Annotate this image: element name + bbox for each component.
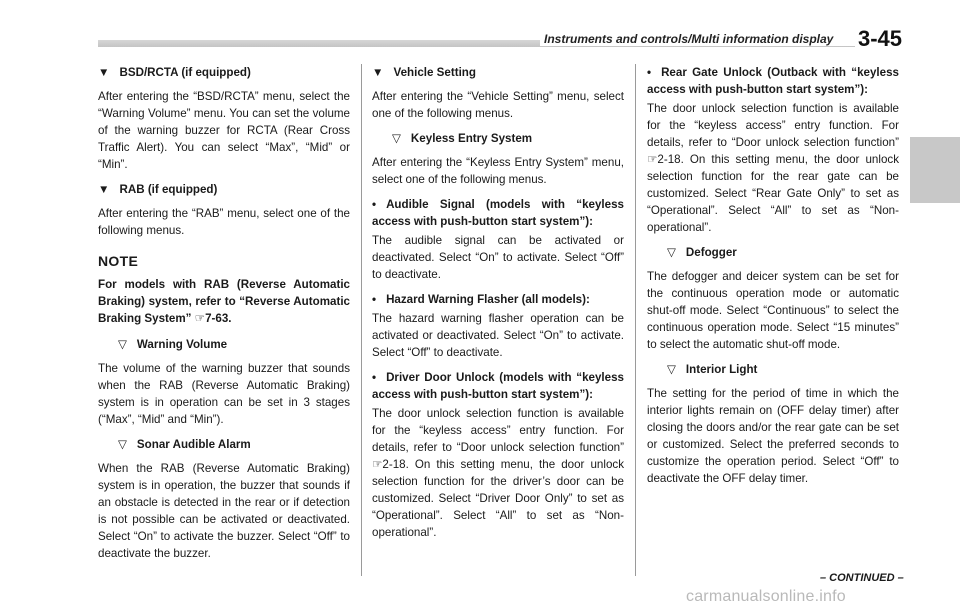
paragraph-sonar-alarm: When the RAB (Reverse Automatic Braking) system is in operation, the buzzer that sounds if an obstacle is detected in the rear or if detection is not possible can be activated or deactivated. Select “On” to activate the buzzer. Select “Off” to deactivate the buzzer. (98, 462, 350, 560)
bullet-icon: • (372, 371, 377, 384)
triangle-marker-icon: ▼ (98, 66, 110, 79)
triangle-marker-icon: ▼ (98, 183, 110, 196)
chapter-thumb-tab (910, 137, 960, 203)
heading-interior-light: ▽ Interior Light (667, 363, 758, 376)
paragraph-defogger: The defogger and deicer system can be set for the continuous operation mode or automatic shut-off mode. Select “Continuous” to select the continuous operation mode. Select “15 minutes” to select the automatic shut-off mode. (647, 270, 899, 351)
column-divider (635, 64, 636, 576)
paragraph-warning-volume: The volume of the warning buzzer that sounds when the RAB (Reverse Automatic Braking) system is in operation can be set in 3 stages (“Max”, “Mid” and “Min”). (98, 362, 350, 426)
paragraph-vehicle-setting: After entering the “Vehicle Setting” menu, select one of the following menus. (372, 90, 624, 120)
bullet-icon: • (372, 293, 377, 306)
page-number: 3-45 (858, 26, 903, 51)
column-2 (372, 64, 624, 549)
note-heading: NOTE (98, 253, 139, 269)
open-triangle-icon: ▽ (118, 338, 127, 351)
column-divider (361, 64, 362, 576)
open-triangle-icon: ▽ (118, 438, 127, 451)
paragraph-interior-light: The setting for the period of time in which the interior lights remain on (OFF delay timer) after closing the doors and/or the rear gate can be set or customized. Select the preferred seconds to customize the operation period. Select “Off” to deactivate the OFF delay timer. (647, 387, 899, 485)
paragraph-rear-gate-unlock: The door unlock selection function is available for the “keyless access” entry function. For details, refer to “Door unlock selection function” ☞2-18. On this setting menu, the door unlock selection function for the rear gate can be customized. Select “Rear Gate Only” to set as “Operational”. Select “All” to set as “Non-operational”. (647, 102, 899, 234)
open-triangle-icon: ▽ (392, 132, 401, 145)
heading-sonar-alarm: ▽ Sonar Audible Alarm (118, 438, 251, 451)
heading-vehicle-setting: ▼ Vehicle Setting (372, 66, 476, 79)
reference-arrow-icon: ☞ (194, 312, 206, 325)
paragraph-bsd-rcta: After entering the “BSD/RCTA” menu, select the “Warning Volume” menu. You can set the volume of the warning buzzer for RCTA (Rear Cross Traffic Alert). You can select “Max”, “Mid” or “Min”. (98, 90, 350, 171)
heading-rab: ▼ RAB (if equipped) (98, 183, 218, 196)
reference-arrow-icon: ☞ (647, 153, 658, 166)
paragraph-hazard-flasher: The hazard warning flasher operation can be activated or deactivated. Select “On” to activate. Select “Off” to deactivate. (372, 312, 624, 359)
bullet-icon: • (372, 198, 377, 211)
heading-warning-volume: ▽ Warning Volume (118, 338, 228, 351)
paragraph-audible-signal: The audible signal can be activated or deactivated. Select “On” to activate. Select “Off” to deactivate. (372, 234, 624, 281)
reference-arrow-icon: ☞ (372, 458, 383, 471)
paragraph-rab: After entering the “RAB” menu, select one of the following menus. (98, 207, 350, 237)
column-3 (647, 64, 899, 495)
watermark: carmanualsonline.info (686, 588, 846, 605)
heading-audible-signal: • Audible Signal (models with “keyless access with push-button start system”): (372, 198, 624, 228)
heading-hazard-flasher: • Hazard Warning Flasher (all models): (372, 293, 590, 306)
heading-bsd-rcta: ▼ BSD/RCTA (if equipped) (98, 66, 251, 79)
open-triangle-icon: ▽ (667, 246, 676, 259)
bullet-icon: • (647, 66, 652, 79)
section-title: Instruments and controls/Multi information display (540, 32, 948, 46)
heading-defogger: ▽ Defogger (667, 246, 737, 259)
open-triangle-icon: ▽ (667, 363, 676, 376)
column-1 (98, 64, 350, 570)
paragraph-keyless-entry: After entering the “Keyless Entry System” menu, select one of the following menus. (372, 156, 624, 186)
heading-rear-gate-unlock: • Rear Gate Unlock (Outback with “keyless access with push-button start system”): (647, 66, 899, 96)
heading-driver-door-unlock: • Driver Door Unlock (models with “keyless access with push-button start system”): (372, 371, 624, 401)
continued-label: – CONTINUED – (820, 572, 904, 584)
triangle-marker-icon: ▼ (372, 66, 384, 79)
heading-keyless-entry: ▽ Keyless Entry System (392, 132, 533, 145)
note-body: For models with RAB (Reverse Automatic Braking) system, refer to “Reverse Automatic Braking System” ☞7-63. (98, 278, 350, 325)
paragraph-driver-door-unlock: The door unlock selection function is available for the “keyless access” entry function. For details, refer to “Door unlock selection function” ☞2-18. On this setting menu, the door unlock selection function for the driver’s door can be customized. Select “Driver Door Only” to set as “Operational”. Select “All” to set as “Non-operational”. (372, 407, 624, 539)
